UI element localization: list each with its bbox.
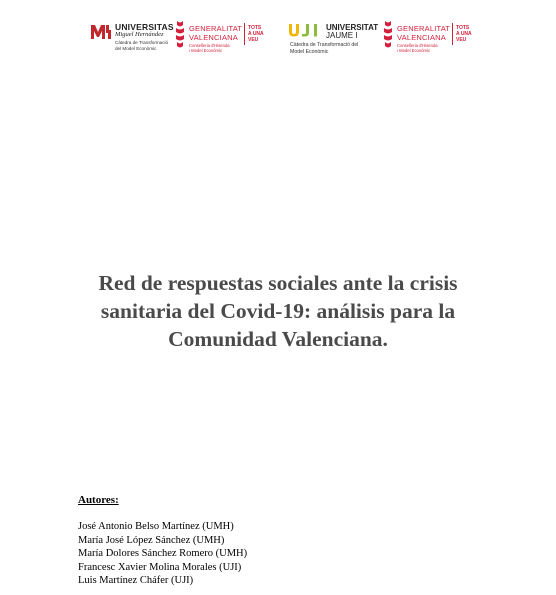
generalitat-emblem-icon — [382, 20, 394, 50]
generalitat-emblem-icon — [174, 20, 186, 50]
uji-chair: Càtedra de Transformació del — [290, 42, 359, 48]
uji-logo — [288, 20, 378, 60]
uji-name: UNIVERSITAT — [326, 23, 379, 32]
umh-name: UNIVERSITAS — [115, 22, 174, 32]
uji-chair-2: Model Econòmic — [290, 49, 329, 55]
divider — [244, 23, 245, 45]
authors-list — [78, 520, 247, 588]
generalitat-department-2: i Model Econòmic — [397, 48, 431, 53]
generalitat-logo-2 — [382, 20, 482, 60]
tots-a-una-veu: TOTS A UNA VEU — [456, 25, 472, 43]
generalitat-name-2: VALENCIANA — [397, 33, 446, 42]
umh-chair: Càtedra de Transformació — [115, 40, 169, 45]
uji-name-2: JAUME I — [326, 31, 358, 40]
author-item: María José López Sánchez (UMH) — [78, 534, 225, 546]
generalitat-name-2: VALENCIANA — [189, 33, 238, 42]
title-line: sanitaria del Covid-19: análisis para la — [100, 299, 456, 323]
header-logos — [0, 20, 556, 60]
authors-heading: Autores: — [78, 494, 119, 506]
title-line: Comunidad Valenciana. — [168, 327, 388, 351]
umh-chair-2: del Model Econòmic — [115, 46, 157, 51]
document-title — [60, 269, 496, 353]
generalitat-name: GENERALITAT — [397, 24, 451, 33]
umh-logo — [90, 20, 174, 60]
umh-subname: Miguel Hernández — [115, 31, 164, 38]
generalitat-department: Conselleria d'Hisenda — [189, 43, 230, 48]
author-item: María Dolores Sánchez Romero (UMH) — [78, 548, 248, 559]
generalitat-department: Conselleria d'Hisenda — [397, 43, 438, 48]
author-item: Luis Martínez Cháfer (UJI) — [78, 575, 194, 586]
generalitat-department-2: i Model Econòmic — [189, 48, 223, 53]
divider — [452, 23, 453, 45]
author-item: Francesc Xavier Molina Morales (UJI) — [78, 561, 242, 573]
generalitat-name: GENERALITAT — [189, 24, 243, 33]
uji-logo-icon — [288, 23, 322, 37]
umh-logo-icon — [90, 22, 112, 40]
title-line: Red de respuestas sociales ante la crisis — [98, 271, 458, 295]
generalitat-logo — [174, 20, 274, 60]
tots-a-una-veu: TOTS A UNA VEU — [248, 25, 264, 43]
author-item: José Antonio Belso Martínez (UMH) — [78, 521, 234, 532]
